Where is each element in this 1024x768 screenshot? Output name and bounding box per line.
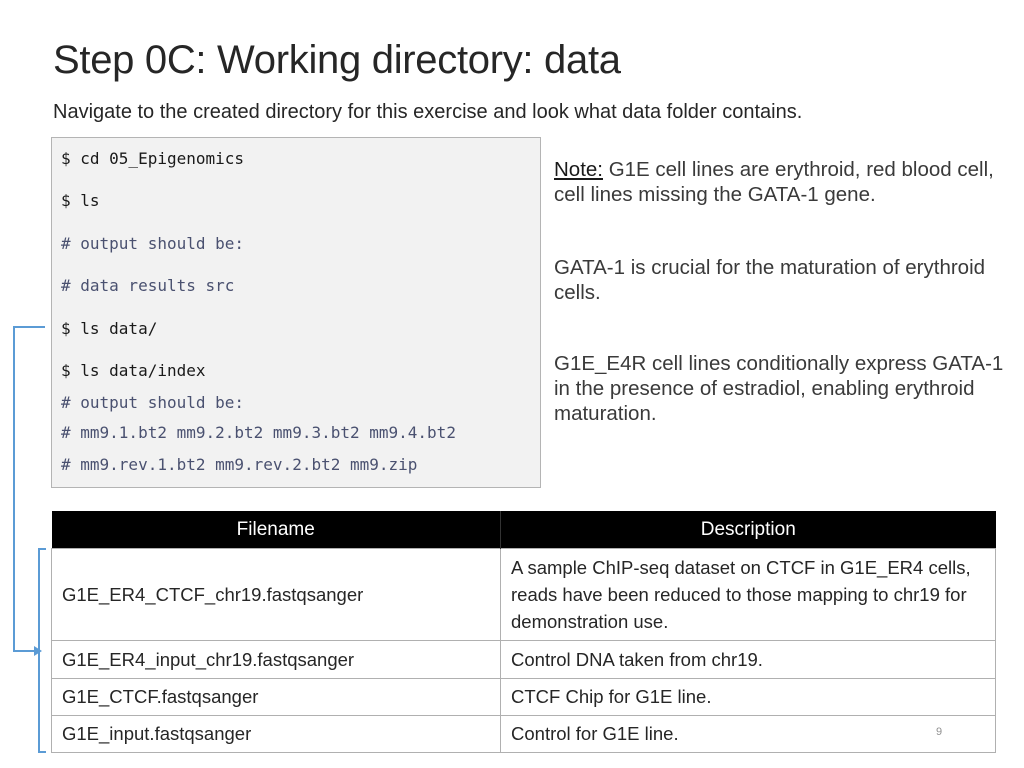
code-comment: # mm9.1.bt2 mm9.2.bt2 mm9.3.bt2 mm9.4.bt2 bbox=[61, 423, 456, 442]
column-header-description: Description bbox=[501, 511, 996, 549]
table-row bbox=[52, 549, 996, 641]
code-line: $ ls bbox=[61, 191, 100, 210]
files-table bbox=[51, 511, 996, 753]
slide-subtitle: Navigate to the created directory for this exercise and look what data folder contains. bbox=[53, 101, 803, 123]
code-comment: # output should be: bbox=[61, 393, 245, 412]
note-paragraph: G1E_E4R cell lines conditionally express GATA-1 in the presence of estradiol, enabling erythroid maturation. bbox=[554, 352, 1004, 425]
note-paragraph bbox=[554, 157, 1014, 207]
filename-cell: G1E_ER4_input_chr19.fastqsanger bbox=[52, 641, 501, 679]
note-paragraph: GATA-1 is crucial for the maturation of erythroid cells. bbox=[554, 256, 986, 304]
code-line: $ ls data/index bbox=[61, 361, 206, 380]
filename-cell: G1E_input.fastqsanger bbox=[52, 716, 501, 753]
slide-title: Step 0C: Working directory: data bbox=[53, 38, 621, 82]
description-text: A sample ChIP-seq dataset on CTCF in G1E_ER4 cells, reads have been reduced to those mapping to chr19 for demonstration use. bbox=[511, 557, 971, 632]
code-comment: # data results src bbox=[61, 276, 235, 295]
code-line: $ ls data/ bbox=[61, 319, 158, 338]
description-cell: Control for G1E line. bbox=[501, 716, 996, 753]
table-row bbox=[52, 716, 996, 753]
table-row bbox=[52, 641, 996, 679]
code-line: $ cd 05_Epigenomics bbox=[61, 149, 245, 168]
filename-cell: G1E_ER4_CTCF_chr19.fastqsanger bbox=[52, 549, 501, 641]
note-label: Note: bbox=[554, 158, 603, 181]
page-number: 9 bbox=[936, 726, 943, 738]
filename-cell: G1E_CTCF.fastqsanger bbox=[52, 679, 501, 716]
code-block bbox=[51, 137, 541, 488]
table-row bbox=[52, 679, 996, 716]
note-text: G1E cell lines are erythroid, red blood cell, cell lines missing the GATA-1 gene. bbox=[554, 158, 994, 206]
description-cell: CTCF Chip for G1E line. bbox=[501, 679, 996, 716]
table-header-row bbox=[52, 511, 996, 549]
code-comment: # output should be: bbox=[61, 234, 245, 253]
description-cell bbox=[501, 549, 996, 641]
code-comment: # mm9.rev.1.bt2 mm9.rev.2.bt2 mm9.zip bbox=[61, 455, 418, 474]
description-cell: Control DNA taken from chr19. bbox=[501, 641, 996, 679]
column-header-filename: Filename bbox=[52, 511, 501, 549]
